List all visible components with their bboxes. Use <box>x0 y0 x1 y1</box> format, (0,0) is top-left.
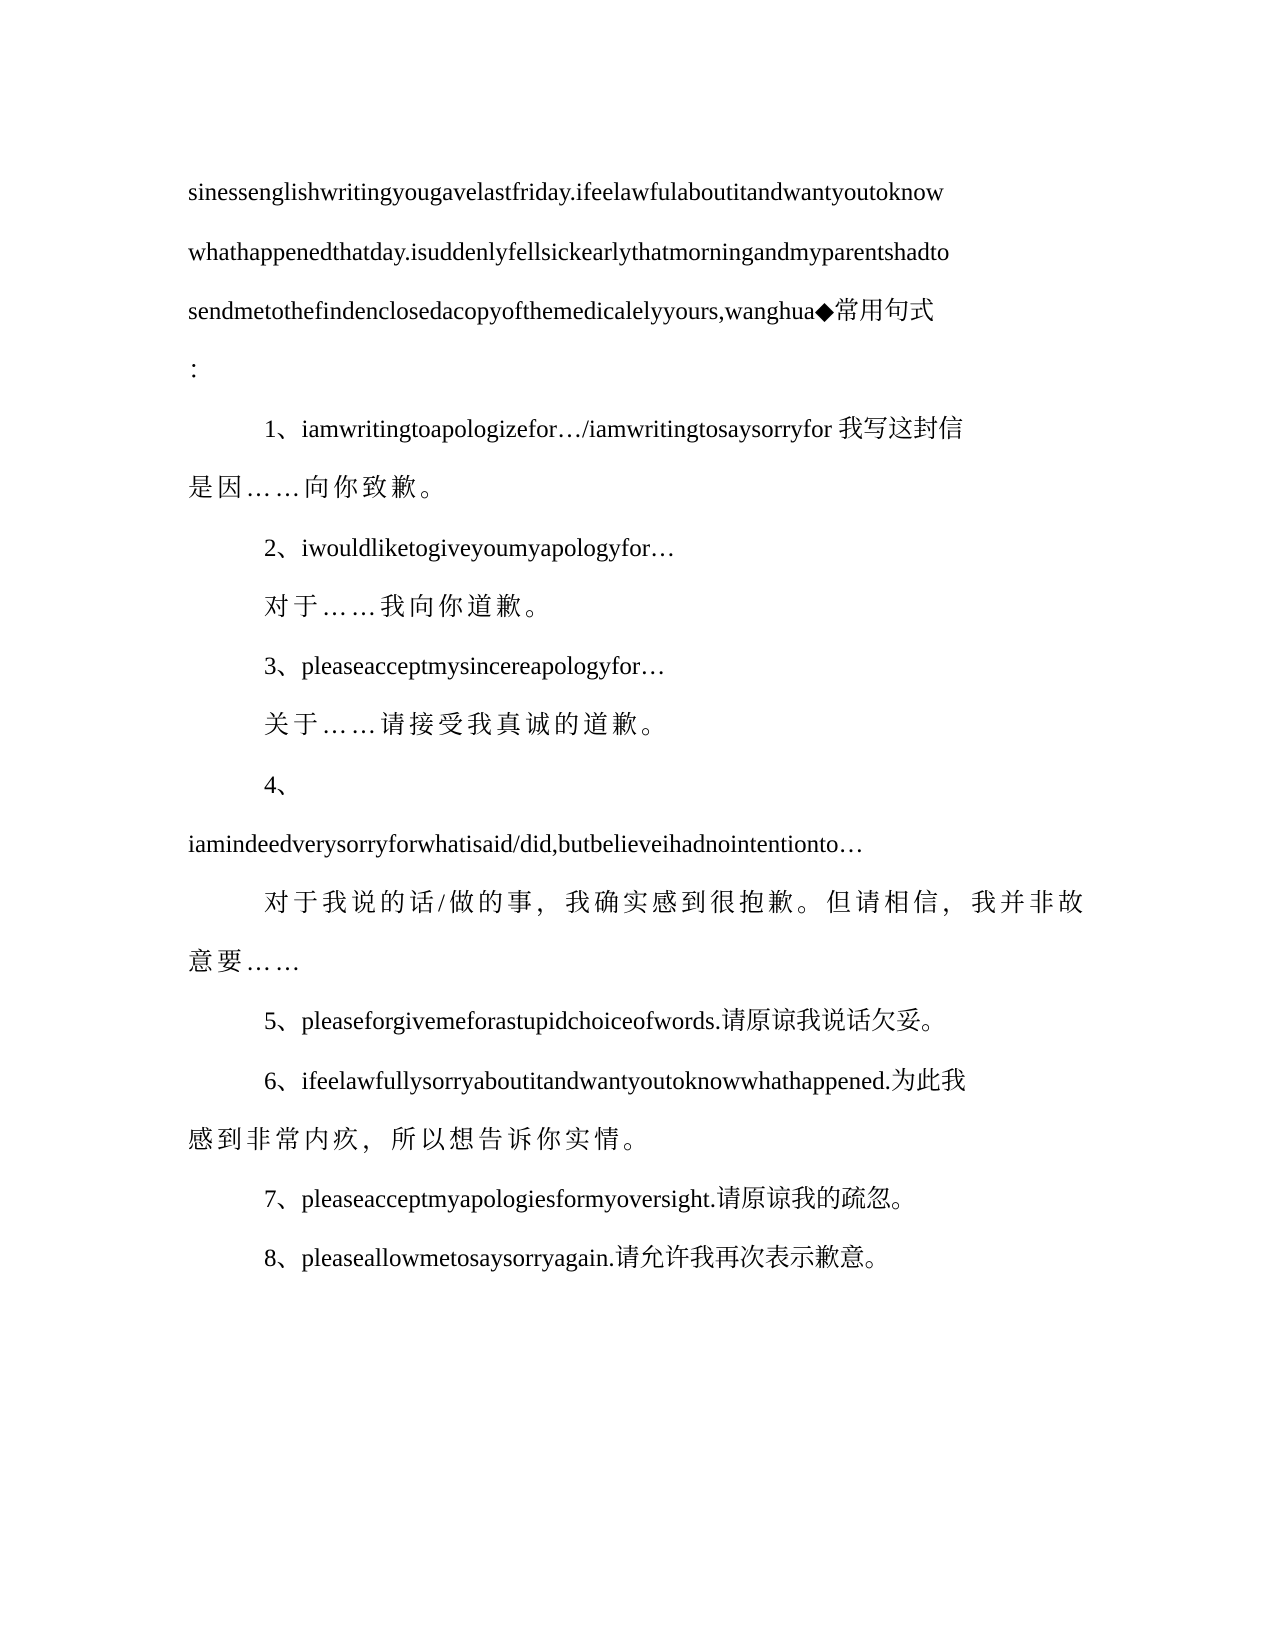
phrase-7: 7、pleaseacceptmyapologiesformyoversight.请原谅我的疏忽。 <box>264 1186 916 1213</box>
phrase-2-translation: 对于……我向你道歉。 <box>264 594 555 621</box>
phrase-6: 6、ifeelawfullysorryaboutitandwantyoutoknowwhathappened.为此我 <box>264 1068 966 1095</box>
paragraph-line-3: sendmetothefindenclosedacopyofthemedicalelyyours,wanghua◆常用句式 <box>188 298 935 325</box>
phrase-1-translation: 是因……向你致歉。 <box>188 475 450 502</box>
phrase-4: iamindeedverysorryforwhatisaid/did,butbelieveihadnointentionto… <box>188 831 864 858</box>
phrase-1: 1、iamwritingtoapologizefor…/iamwritingtosaysorryfor 我写这封信 <box>264 416 964 443</box>
phrase-8: 8、pleaseallowmetosaysorryagain.请允许我再次表示歉意。 <box>264 1245 890 1272</box>
phrase-4-translation: 对于我说的话/做的事，我确实感到很抱歉。但请相信，我并非故 <box>264 890 1087 917</box>
phrase-5: 5、pleaseforgivemeforastupidchoiceofwords.请原谅我说话欠妥。 <box>264 1008 947 1035</box>
phrase-6-translation-cont: 感到非常内疚，所以想告诉你实情。 <box>188 1127 653 1154</box>
phrase-4-number: 4、 <box>264 772 302 799</box>
phrase-3-translation: 关于……请接受我真诚的道歉。 <box>264 712 671 739</box>
paragraph-line-4: ： <box>188 357 214 384</box>
phrase-3: 3、pleaseacceptmysincereapologyfor… <box>264 653 666 680</box>
paragraph-line-2: whathappenedthatday.isuddenlyfellsickearlythatmorningandmyparentshadto <box>188 239 950 266</box>
paragraph-line-1: sinessenglishwritingyougavelastfriday.ifeelawfulaboutitandwantyoutoknow <box>188 179 944 206</box>
phrase-2: 2、iwouldliketogiveyoumyapologyfor… <box>264 535 676 562</box>
phrase-4-translation-cont: 意要…… <box>188 949 305 976</box>
